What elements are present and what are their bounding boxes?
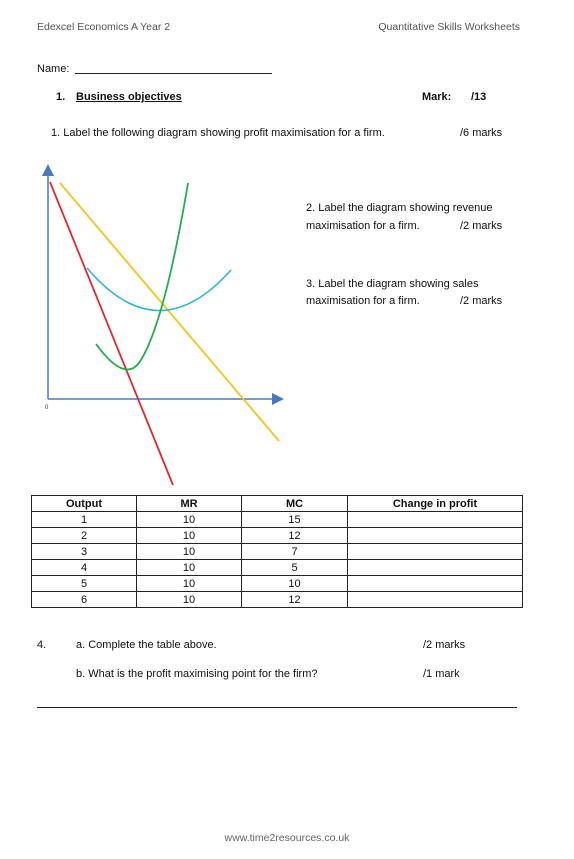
green-curve (96, 183, 188, 369)
question-4a-text: a. Complete the table above. (76, 639, 217, 651)
cell-mr: 10 (137, 528, 242, 544)
question-1-marks: /6 marks (460, 127, 503, 139)
red-line-curve (50, 182, 173, 485)
cell-output: 5 (32, 576, 137, 592)
cell-mr: 10 (137, 512, 242, 528)
cell-mc: 5 (242, 560, 348, 576)
cell-mr: 10 (137, 560, 242, 576)
footer-url: www.time2resources.co.uk (224, 832, 350, 844)
question-2-marks: /2 marks (460, 220, 503, 232)
output-mr-mc-table (31, 495, 523, 608)
cell-mr: 10 (137, 544, 242, 560)
question-3-marks: /2 marks (460, 295, 503, 307)
section-number: 1. (56, 91, 66, 103)
section-title: Business objectives (76, 91, 182, 103)
question-4-number: 4. (37, 639, 47, 651)
table-row (32, 560, 523, 576)
table-header-row (32, 496, 523, 512)
header-course-title: Edexcel Economics A Year 2 (37, 21, 171, 33)
table-row (32, 576, 523, 592)
cell-change-in-profit[interactable] (348, 576, 523, 592)
question-2-line2: maximisation for a firm. (306, 220, 420, 232)
cell-mc: 12 (242, 528, 348, 544)
cell-output: 6 (32, 592, 137, 608)
answer-line[interactable] (37, 707, 517, 708)
question-4b-text: b. What is the profit maximising point for the firm? (76, 668, 318, 680)
cell-change-in-profit[interactable] (348, 560, 523, 576)
cell-mc: 12 (242, 592, 348, 608)
mark-label: Mark: (422, 91, 452, 103)
table-row (32, 512, 523, 528)
cell-change-in-profit[interactable] (348, 592, 523, 608)
table-row (32, 544, 523, 560)
cell-change-in-profit[interactable] (348, 528, 523, 544)
table-row (32, 592, 523, 608)
name-label: Name: (37, 63, 70, 75)
question-2-line1: 2. Label the diagram showing revenue (306, 202, 493, 214)
origin-label: 0 (45, 405, 49, 411)
profit-maximisation-diagram (0, 0, 300, 500)
cell-change-in-profit[interactable] (348, 544, 523, 560)
cell-mc: 15 (242, 512, 348, 528)
cell-change-in-profit[interactable] (348, 512, 523, 528)
table-row (32, 528, 523, 544)
yellow-line-curve (60, 183, 279, 441)
cell-output: 4 (32, 560, 137, 576)
cell-output: 1 (32, 512, 137, 528)
question-1-text: 1. Label the following diagram showing profit maximisation for a firm. (51, 127, 385, 139)
cell-mc: 7 (242, 544, 348, 560)
cell-output: 2 (32, 528, 137, 544)
cell-output: 3 (32, 544, 137, 560)
question-3-line1: 3. Label the diagram showing sales (306, 278, 479, 290)
header-mr: MR (137, 496, 242, 512)
question-3-line2: maximisation for a firm. (306, 295, 420, 307)
header-change-in-profit: Change in profit (348, 496, 523, 512)
cell-mr: 10 (137, 592, 242, 608)
cell-mr: 10 (137, 576, 242, 592)
question-4b-marks: /1 mark (423, 668, 460, 680)
mark-total: /13 (471, 91, 487, 103)
question-4a-marks: /2 marks (423, 639, 466, 651)
header-worksheet-title: Quantitative Skills Worksheets (378, 21, 520, 33)
cyan-u-curve (87, 268, 231, 311)
header-mc: MC (242, 496, 348, 512)
header-output: Output (32, 496, 137, 512)
cell-mc: 10 (242, 576, 348, 592)
